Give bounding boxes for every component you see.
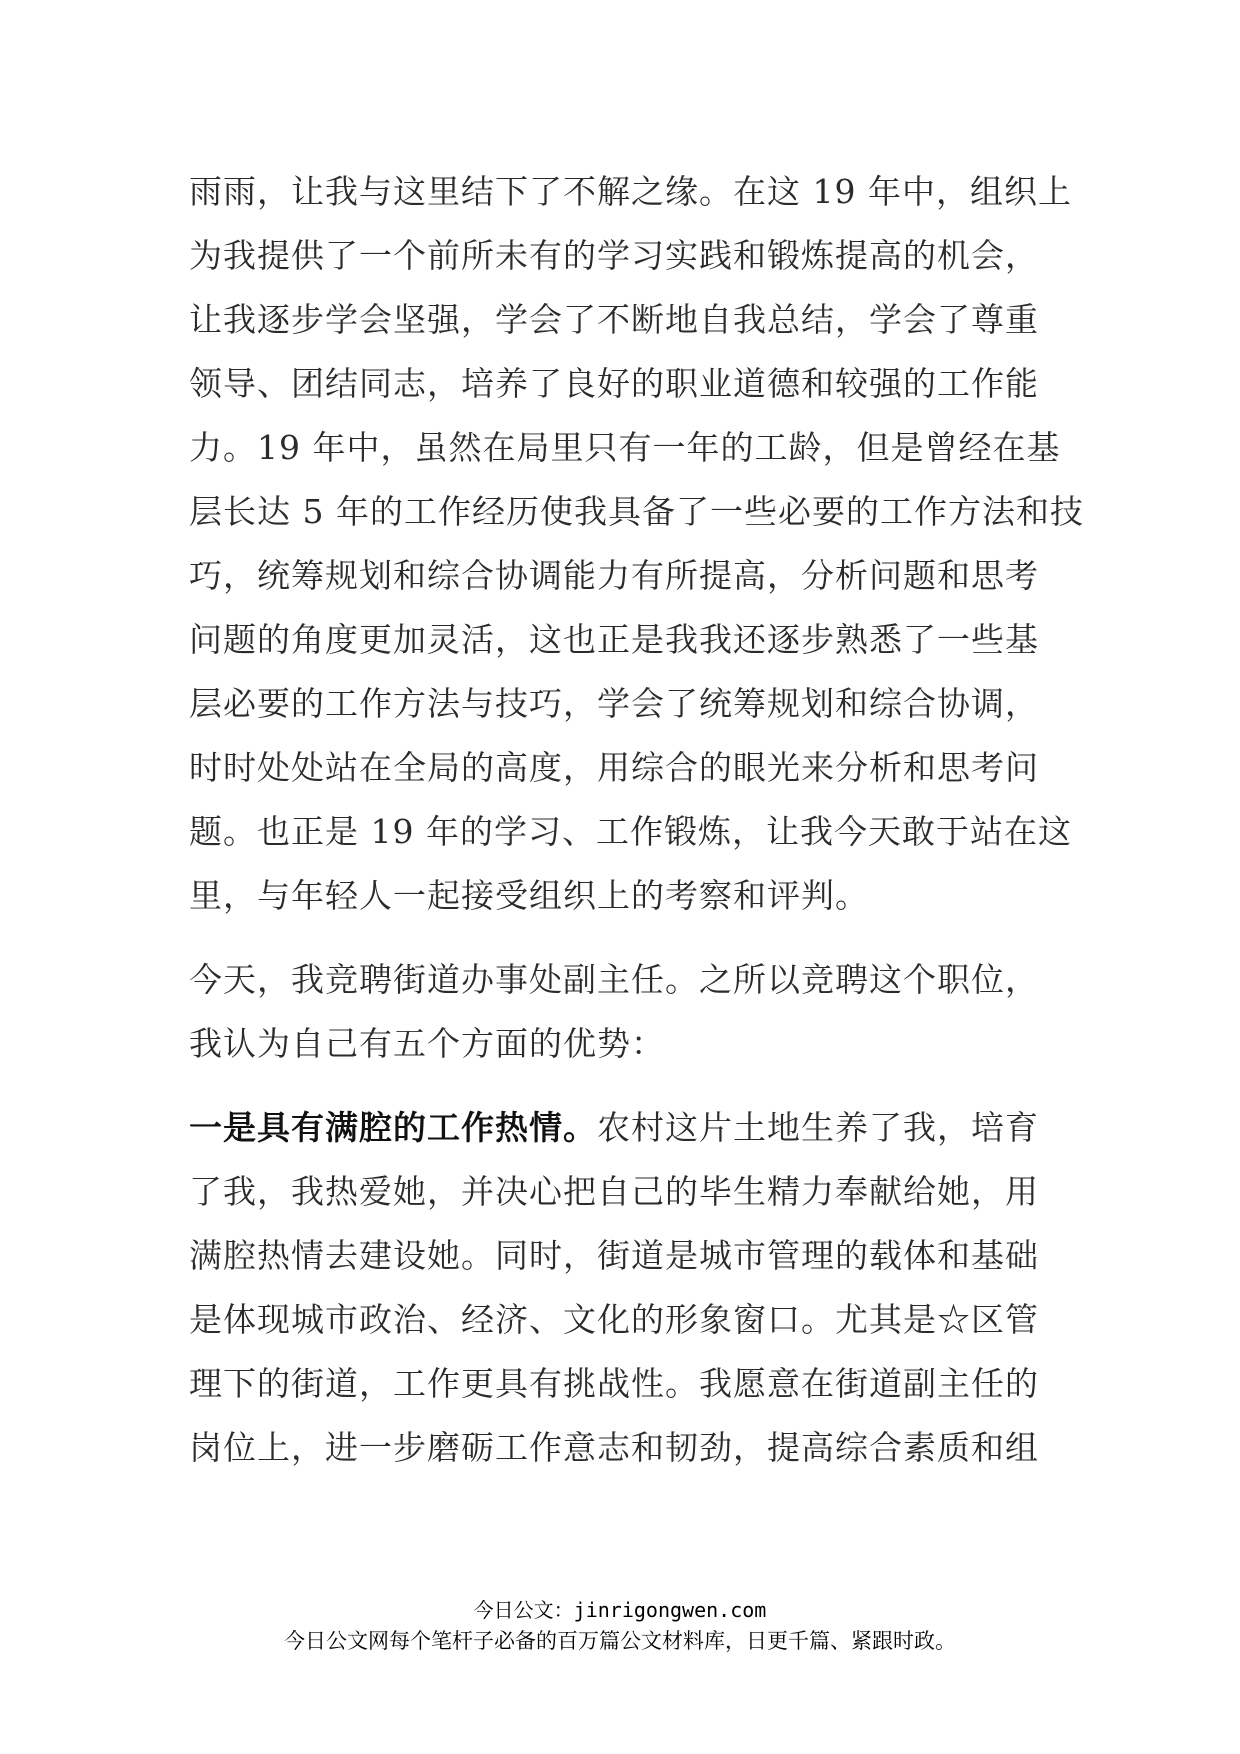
footer-url-link[interactable]: jinrigongwen.com (573, 1598, 767, 1622)
text-line: 理下的街道，工作更具有挑战性。我愿意在街道副主任的 (189, 1364, 1039, 1403)
text-line: 我认为自己有五个方面的优势： (189, 1024, 665, 1063)
text-line: 巧，统筹规划和综合协调能力有所提高，分析问题和思考 (189, 556, 1039, 595)
footer-slogan: 今日公文网每个笔杆子必备的百万篇公文材料库，日更千篇、紧跟时政。 (284, 1629, 956, 1653)
text-line: 领导、团结同志，培养了良好的职业道德和较强的工作能 (189, 364, 1039, 403)
text-line: 层长达 5 年的工作经历使我具备了一些必要的工作方法和技 (189, 492, 1084, 531)
text-line: 时时处处站在全局的高度，用综合的眼光来分析和思考问 (189, 748, 1039, 787)
lead-line-text: 农村这片土地生养了我，培育 (597, 1108, 1039, 1147)
text-line: 问题的角度更加灵活，这也正是我我还逐步熟悉了一些基 (189, 620, 1039, 659)
bold-lead-heading: 一是具有满腔的工作热情。 (189, 1108, 597, 1147)
paragraph-candidacy (189, 948, 1051, 1076)
text-line: 题。也正是 19 年的学习、工作锻炼，让我今天敢于站在这 (189, 812, 1072, 851)
footer-label: 今日公文： (473, 1598, 574, 1622)
text-line: 为我提供了一个前所未有的学习实践和锻炼提高的机会， (189, 236, 1039, 275)
text-line: 雨雨，让我与这里结下了不解之缘。在这 19 年中，组织上 (189, 172, 1072, 211)
text-line: 是体现城市政治、经济、文化的形象窗口。尤其是☆区管 (189, 1300, 1039, 1339)
text-line (189, 1096, 1051, 1160)
text-line: 岗位上，进一步磨砺工作意志和韧劲，提高综合素质和组 (189, 1428, 1039, 1467)
text-line: 今天，我竞聘街道办事处副主任。之所以竞聘这个职位， (189, 960, 1039, 999)
paragraph-advantage-one (189, 1096, 1051, 1480)
text-line: 让我逐步学会坚强，学会了不断地自我总结，学会了尊重 (189, 300, 1039, 339)
paragraph-experience (189, 160, 1084, 928)
text-line: 层必要的工作方法与技巧，学会了统筹规划和综合协调， (189, 684, 1039, 723)
text-line: 力。19 年中，虽然在局里只有一年的工龄，但是曾经在基 (189, 428, 1061, 467)
text-line: 了我，我热爱她，并决心把自己的毕生精力奉献给她，用 (189, 1172, 1039, 1211)
text-line: 满腔热情去建设她。同时，街道是城市管理的载体和基础 (189, 1236, 1039, 1275)
document-body (189, 160, 1084, 1480)
footer-source (0, 1596, 1240, 1624)
text-line: 里，与年轻人一起接受组织上的考察和评判。 (189, 876, 869, 915)
